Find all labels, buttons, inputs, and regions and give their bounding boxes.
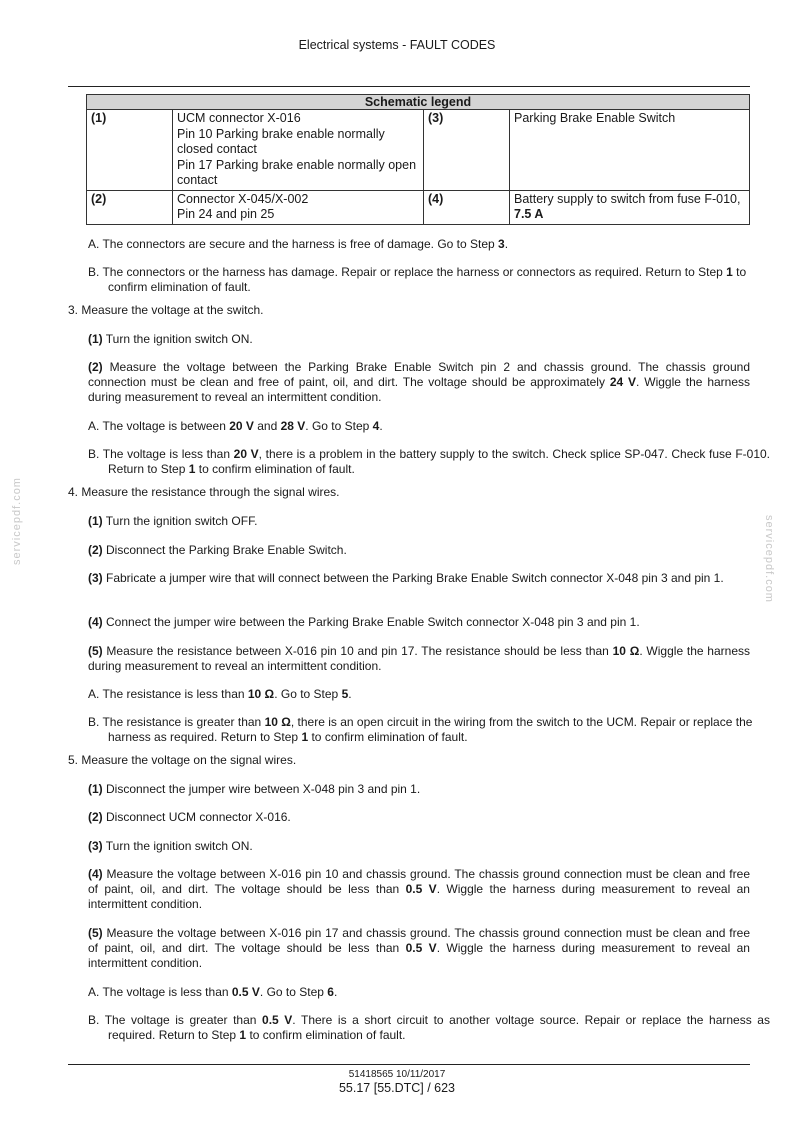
- step-heading: 4. Measure the resistance through the signal wires.: [68, 485, 340, 499]
- step-instruction: (5) Measure the voltage between X-016 pin 17 and chassis ground. The chassis ground connection must be clean and free of paint, oil, and dirt. The voltage should be less than 0.5 V. Wiggle the harness during measurement to reveal an intermittent condition.: [88, 926, 750, 970]
- legend-description: Battery supply to switch from fuse F-010, 7.5 A: [510, 190, 750, 224]
- header-rule: [68, 86, 750, 87]
- outcome-item: B. The voltage is greater than 0.5 V. There is a short circuit to another voltage source. Repair or replace the harness as required. Return to Step 1 to confirm elimination of fault.: [88, 1013, 770, 1042]
- legend-number: (1): [87, 110, 173, 191]
- page-header-title: Electrical systems - FAULT CODES: [298, 38, 496, 52]
- footer-document-id: 51418565 10/11/2017: [348, 1069, 446, 1080]
- footer-page-number: 55.17 [55.DTC] / 623: [338, 1081, 456, 1095]
- footer-rule: [68, 1064, 750, 1065]
- step-instruction: (3) Turn the ignition switch ON.: [88, 839, 253, 853]
- watermark-left: servicepdf.com: [11, 477, 23, 565]
- step-instruction: (1) Disconnect the jumper wire between X-048 pin 3 and pin 1.: [88, 782, 421, 796]
- outcome-item: A. The voltage is between 20 V and 28 V. Go to Step 4.: [88, 419, 383, 433]
- legend-title: Schematic legend: [87, 95, 750, 110]
- legend-number: (4): [424, 190, 510, 224]
- legend-number: (2): [87, 190, 173, 224]
- step-instruction: (1) Turn the ignition switch OFF.: [88, 514, 258, 528]
- step-heading: 5. Measure the voltage on the signal wires.: [68, 753, 297, 767]
- legend-description: Connector X-045/X-002 Pin 24 and pin 25: [173, 190, 424, 224]
- watermark-right: servicepdf.com: [763, 515, 775, 603]
- step-instruction: (2) Disconnect UCM connector X-016.: [88, 810, 291, 824]
- step-instruction: (1) Turn the ignition switch ON.: [88, 332, 253, 346]
- step-instruction: (4) Connect the jumper wire between the Parking Brake Enable Switch connector X-048 pin 3 and pin 1.: [88, 615, 640, 629]
- legend-description: UCM connector X-016 Pin 10 Parking brake enable normally closed contact Pin 17 Parking brake enable normally open contact: [173, 110, 424, 191]
- outcome-item: A. The voltage is less than 0.5 V. Go to Step 6.: [88, 985, 338, 999]
- outcome-item: A. The connectors are secure and the harness is free of damage. Go to Step 3.: [88, 237, 509, 251]
- table-row: [87, 190, 750, 224]
- step-instruction: (3) Fabricate a jumper wire that will connect between the Parking Brake Enable Switch connector X-048 pin 3 and pin 1.: [88, 571, 724, 585]
- outcome-item: B. The resistance is greater than 10 Ω, there is an open circuit in the wiring from the switch to the UCM. Repair or replace the harness as required. Return to Step 1 to confirm elimination of fault.: [88, 715, 753, 744]
- step-instruction: (5) Measure the resistance between X-016 pin 10 and pin 17. The resistance should be less than 10 Ω. Wiggle the harness during measurement to reveal an intermittent condition.: [88, 644, 750, 673]
- outcome-item: A. The resistance is less than 10 Ω. Go to Step 5.: [88, 687, 352, 701]
- step-instruction: (2) Disconnect the Parking Brake Enable Switch.: [88, 543, 347, 557]
- outcome-item: B. The voltage is less than 20 V, there is a problem in the battery supply to the switch. Check splice SP-047. Check fuse F-010. Return to Step 1 to confirm elimination of fault.: [88, 447, 771, 476]
- legend-number: (3): [424, 110, 510, 191]
- legend-description: Parking Brake Enable Switch: [510, 110, 750, 191]
- step-instruction: (4) Measure the voltage between X-016 pin 10 and chassis ground. The chassis ground connection must be clean and free of paint, oil, and dirt. The voltage should be less than 0.5 V. Wiggle the harness during measurement to reveal an intermittent condition.: [88, 867, 750, 911]
- step-heading: 3. Measure the voltage at the switch.: [68, 303, 264, 317]
- table-row: [87, 110, 750, 191]
- step-instruction: (2) Measure the voltage between the Parking Brake Enable Switch pin 2 and chassis ground. The chassis ground connection must be clean and free of paint, oil, and dirt. The voltage should be approximately 24 V. Wiggle the harness during measurement to reveal an intermittent condition.: [88, 360, 751, 404]
- outcome-item: B. The connectors or the harness has damage. Repair or replace the harness or connectors as required. Return to Step 1 to confirm elimination of fault.: [88, 265, 747, 294]
- schematic-legend-table: [86, 94, 750, 225]
